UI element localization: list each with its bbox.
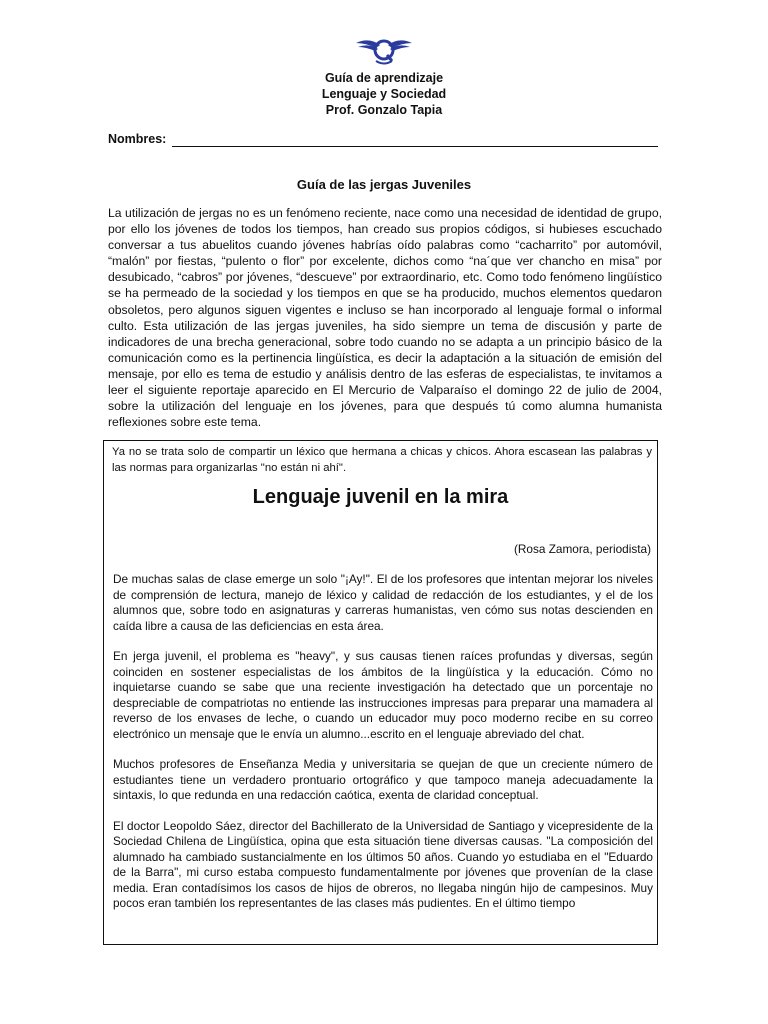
nombres-label: Nombres: — [108, 132, 167, 146]
article-lead: Ya no se trata solo de compartir un léxico que hermana a chicas y chicos. Ahora escasean las palabras y las normas para organizarlas "no están ni ahí". — [112, 446, 652, 474]
article-author: (Rosa Zamora, periodista) — [513, 542, 651, 556]
article-paragraph: El doctor Leopoldo Sáez, director del Bachillerato de la Universidad de Santiago y vicepresidente de la Sociedad Chilena de Lingüística, opina que esta situación tiene diversas causas. "La composición del alumnado ha cambiado sustancialmente en los últimos 50 años. Cuando yo estudiaba en el "Eduardo de la Barra", mi curso estaba compuesto fundamentalmente por jóvenes que provenían de la clase media. Eran contadísimos los casos de hijos de obreros, no llegaba ningún hijo de campesinos. Muy pocos eran también los representantes de las clases más pudientes. En el último tiempo — [113, 818, 653, 910]
article-paragraph: De muchas salas de clase emerge un solo "¡Ay!". El de los profesores que intentan mejorar los niveles de comprensión de lectura, manejo de léxico y calidad de redacción de los estudiantes, y el de los alumnos que, sobre todo en asignaturas y carreras humanistas, ven cómo sus notas descienden en caída libre a causa de las deficiencias en esta área. — [113, 572, 653, 633]
article-title: Lenguaje juvenil en la mira — [252, 486, 509, 508]
intro-paragraph: La utilización de jergas no es un fenómeno reciente, nace como una necesidad de identidad de grupo, por ello los jóvenes de todos los tiempos, han creado sus propios códigos, si hubieses escuchado conversar a tus abuelitos cuando jóvenes habrías oído palabras como “cacharrito” por automóvil, “malón” por fiestas, “pulento o flor” por excelente, dichos como “na´que ver chancho en misa” por desubicado, “cabros” por jóvenes, “descueve” por extraordinario, etc. Como todo fenómeno lingüístico se ha permeado de la sociedad y los tiempos en que se ha producido, muchos elementos quedaron obsoletos, pero algunos siguen vigentes e incluso se han incorporado al lenguaje formal o informal culto. Esta utilización de las jergas juveniles, ha sido siempre un tema de discusión y parte de indicadores de una brecha generacional, sobre todo cuando no se adapta a un principio básico de la comunicación como es la pertinencia lingüística, es decir la adaptación a la situación de emisión del mensaje, por ello es tema de estudio y análisis dentro de las esferas de especialistas, te invitamos a leer el siguiente reportaje aparecido en El Mercurio de Valparaíso el domingo 22 de julio de 2004, sobre la utilización del lenguaje en los jóvenes, para que después tú como alumna humanista reflexiones sobre este tema. — [108, 206, 662, 430]
guide-title: Guía de las jergas Juveniles — [296, 177, 472, 192]
article-paragraph: Muchos profesores de Enseñanza Media y universitaria se quejan de que un creciente número de estudiantes tiene un verdadero prontuario ortográfico y que tampoco maneja adecuadamente la sintaxis, lo que redunda en una redacción caótica, exenta de claridad conceptual. — [113, 757, 653, 802]
header-teacher: Prof. Gonzalo Tapia — [325, 103, 443, 117]
school-logo-icon — [354, 33, 414, 67]
article-body — [113, 572, 653, 927]
header-guide-type: Guía de aprendizaje — [324, 71, 444, 85]
article-box — [103, 440, 658, 945]
nombres-fill-line — [172, 146, 658, 147]
header-subject: Lenguaje y Sociedad — [321, 87, 447, 101]
article-paragraph: En jerga juvenil, el problema es "heavy", y sus causas tienen raíces profundas y diversas, según coinciden en sostener especialistas de los ámbitos de la lingüística y la educación. Cómo no inquietarse cuando se sabe que una reciente investigación ha detectado que un porcentaje no despreciable de compatriotas no entiende las instrucciones impresas para preparar una mamadera al reverso de los envases de leche, o cuando un educador muy poco moderno recibe en su correo electrónico un mensaje que le envía un alumno...escrito en el lenguaje abreviado del chat. — [113, 649, 653, 741]
